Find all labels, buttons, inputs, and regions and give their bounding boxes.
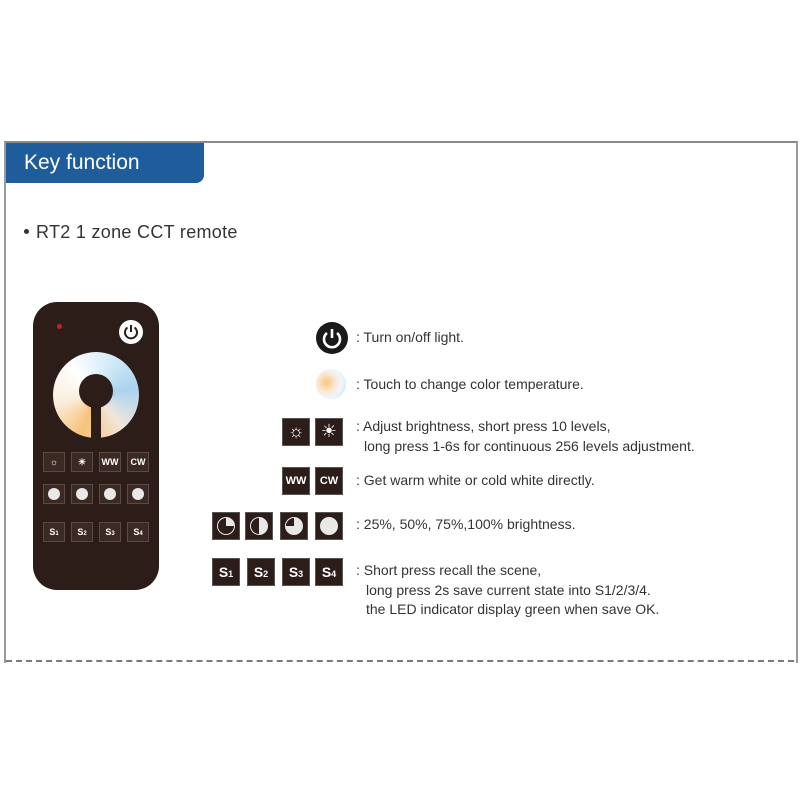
power-description: : Turn on/off light. bbox=[356, 329, 464, 345]
color-temp-icon bbox=[316, 369, 346, 399]
remote-25-key bbox=[43, 484, 65, 504]
remote-model-label: RT2 1 zone CCT remote bbox=[36, 222, 238, 242]
color-temp-description: : Touch to change color temperature. bbox=[356, 376, 584, 392]
ww-cw-description: : Get warm white or cold white directly. bbox=[356, 472, 595, 488]
remote-100-key bbox=[127, 484, 149, 504]
remote-50-key bbox=[71, 484, 93, 504]
scene-description-line3: the LED indicator display green when save OK. bbox=[366, 601, 660, 617]
brightness-100-icon bbox=[315, 512, 343, 540]
remote-dim-key: ☼ bbox=[43, 452, 65, 472]
remote-75-key bbox=[99, 484, 121, 504]
scene-3-key-icon: S3 bbox=[282, 558, 310, 586]
brightness-level-pie bbox=[217, 517, 235, 535]
power-icon bbox=[316, 322, 348, 354]
led-indicator bbox=[57, 324, 62, 329]
remote-cw-key: CW bbox=[127, 452, 149, 472]
bullet-icon bbox=[24, 229, 29, 234]
remote-scene-key: S2 bbox=[71, 522, 93, 542]
remote-scene-key: S1 bbox=[43, 522, 65, 542]
cw-key-icon: CW bbox=[315, 467, 343, 495]
scene-4-key-icon: S4 bbox=[315, 558, 343, 586]
scene-1-key-icon: S1 bbox=[212, 558, 240, 586]
brightness-50-icon bbox=[245, 512, 273, 540]
brightness-75-icon bbox=[280, 512, 308, 540]
section-header bbox=[6, 143, 204, 183]
dim-brightness-icon: ☼ bbox=[282, 418, 310, 446]
brightness-description-line2: long press 1-6s for continuous 256 levels adjustment. bbox=[364, 438, 695, 454]
brightness-levels-description: : 25%, 50%, 75%,100% brightness. bbox=[356, 516, 576, 532]
remote-ww-key: WW bbox=[99, 452, 121, 472]
brightness-25-icon bbox=[212, 512, 240, 540]
scene-description-line2: long press 2s save current state into S1/2/3/4. bbox=[366, 582, 651, 598]
remote-color-wheel bbox=[53, 352, 139, 438]
ww-key-icon: WW bbox=[282, 467, 310, 495]
brightness-description-line1: : Adjust brightness, short press 10 levels, bbox=[356, 418, 611, 434]
remote-bright-key: ☀ bbox=[71, 452, 93, 472]
remote-scene-key: S4 bbox=[127, 522, 149, 542]
section-title: Key function bbox=[24, 151, 140, 174]
increase-brightness-icon: ☀ bbox=[315, 418, 343, 446]
remote-model-title bbox=[24, 222, 238, 243]
remote-power-icon bbox=[119, 320, 143, 344]
remote-scene-key: S3 bbox=[99, 522, 121, 542]
scene-2-key-icon: S2 bbox=[247, 558, 275, 586]
dashed-divider bbox=[6, 660, 794, 662]
remote-illustration bbox=[33, 302, 159, 590]
brightness-level-pie bbox=[250, 517, 268, 535]
brightness-level-pie bbox=[285, 517, 303, 535]
scene-description-line1: : Short press recall the scene, bbox=[356, 562, 542, 578]
brightness-level-pie bbox=[320, 517, 338, 535]
